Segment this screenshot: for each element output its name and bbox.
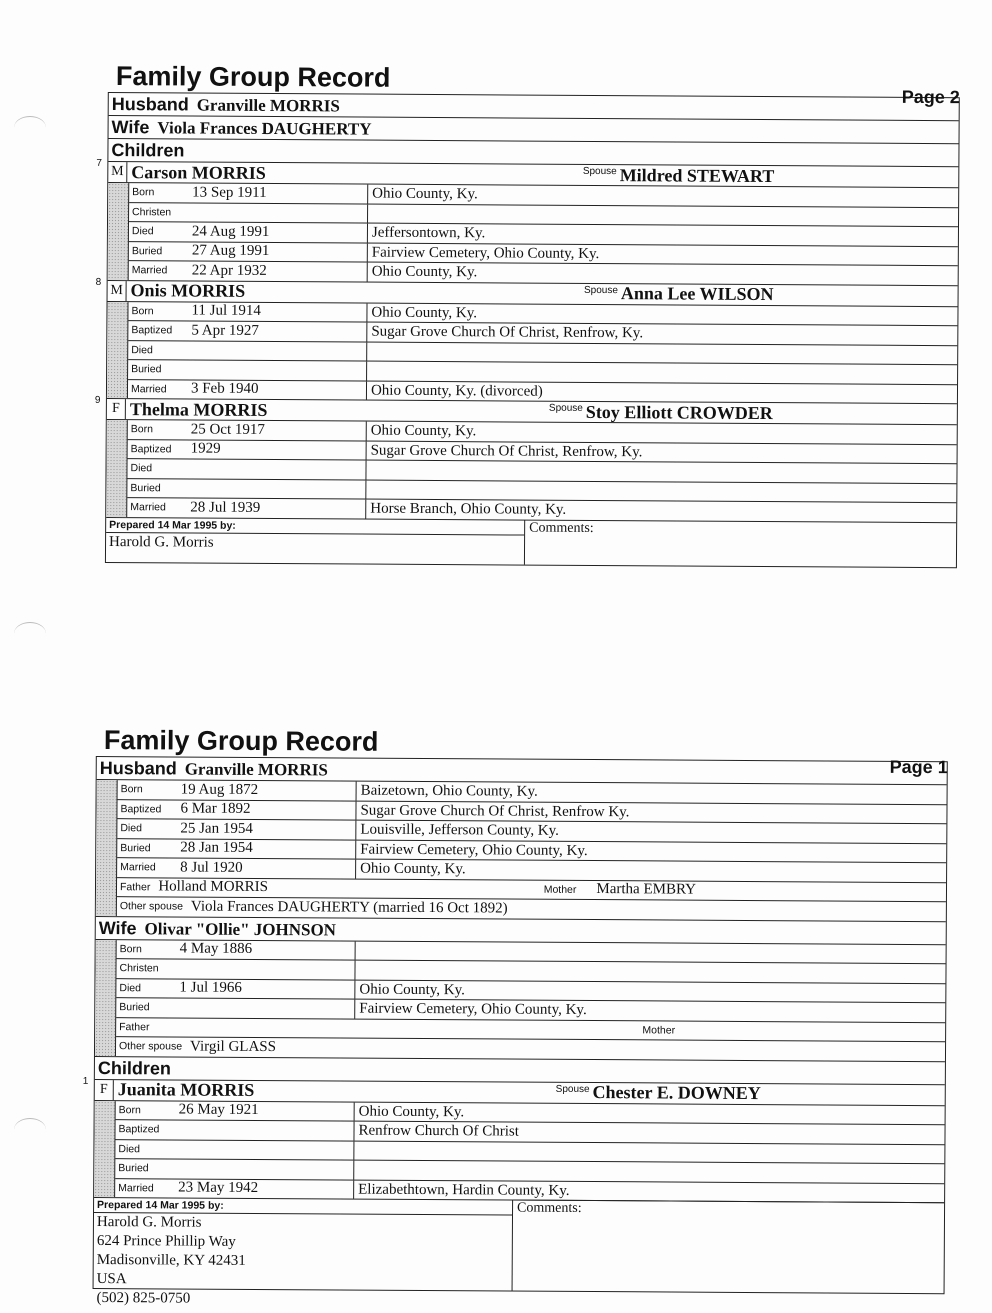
event-date-cell — [129, 183, 368, 203]
event-place — [354, 1141, 358, 1160]
event-date-cell — [128, 360, 367, 380]
other-spouse-label: Other spouse — [119, 900, 183, 913]
event-date: 8 Jul 1920 — [180, 859, 243, 876]
record-frame — [82, 756, 948, 1307]
spouse-cell — [511, 164, 958, 188]
preparer-line: (502) 825-0750 — [96, 1290, 191, 1307]
page-number: Page 1 — [889, 756, 948, 778]
comments-box — [513, 1199, 945, 1293]
event-label: Married — [131, 264, 168, 277]
child-event-list — [128, 302, 958, 404]
mother-name: Martha EMBRY — [596, 881, 697, 898]
family-group-record-page-1 — [82, 724, 948, 1307]
preparer-line: USA — [96, 1271, 127, 1288]
wife-events — [95, 940, 946, 1062]
event-date-cell — [117, 858, 356, 878]
event-date: 11 Jul 1914 — [191, 302, 261, 320]
event-place: Jeffersontown, Ky. — [371, 224, 486, 242]
shaded-margin — [107, 302, 129, 399]
husband-name: Granville MORRIS — [196, 95, 340, 116]
event-date-cell — [115, 1120, 354, 1140]
event-label: Buried — [120, 841, 151, 855]
child-block — [96, 157, 959, 286]
child-events — [94, 1100, 945, 1202]
event-label: Buried — [119, 1001, 150, 1014]
event-place: Sugar Grove Church Of Christ, Renfrow Ky. — [360, 802, 630, 820]
event-date-cell — [117, 800, 356, 820]
event-date-cell — [127, 459, 366, 479]
event-label: Born — [130, 423, 153, 436]
event-date-cell — [117, 819, 356, 839]
event-row — [115, 1179, 944, 1203]
event-date-cell — [116, 979, 355, 999]
event-place — [366, 480, 370, 499]
event-place — [355, 961, 359, 980]
event-date-cell — [129, 242, 368, 262]
comments-box — [525, 520, 956, 567]
other-spouse-name: Virgil GLASS — [190, 1038, 277, 1055]
event-place: Ohio County, Ky. — [360, 860, 466, 878]
event-place: Ohio County, Ky. — [359, 981, 465, 998]
child-event-list — [129, 183, 959, 285]
child-number: 1 — [82, 1075, 89, 1087]
comments-label: Comments: — [529, 520, 594, 536]
event-date: 22 Apr 1932 — [191, 262, 267, 279]
child-event-list — [127, 420, 957, 522]
other-spouse-label: Other spouse — [118, 1040, 183, 1053]
event-date-cell — [129, 261, 368, 281]
event-place — [368, 204, 372, 223]
child-block — [95, 276, 958, 405]
event-date-cell — [127, 498, 366, 518]
event-date: 24 Aug 1991 — [191, 223, 270, 240]
event-label: Buried — [118, 1162, 149, 1175]
event-label: Buried — [130, 481, 161, 495]
event-date: 1929 — [190, 440, 221, 457]
event-date: 28 Jul 1939 — [190, 499, 261, 516]
event-date-cell — [128, 420, 367, 440]
child-sex: F — [107, 399, 126, 419]
event-place: Ohio County, Ky. — [371, 263, 478, 281]
event-date-cell — [128, 341, 367, 361]
event-date: 23 May 1942 — [178, 1179, 259, 1197]
record-title: Family Group Record — [115, 61, 391, 93]
event-date: 26 May 1921 — [178, 1101, 259, 1119]
event-date-cell — [127, 479, 366, 499]
event-label: Baptized — [130, 442, 172, 456]
event-date-cell — [129, 222, 368, 242]
father-label: Father — [119, 1020, 150, 1034]
shaded-margin — [95, 940, 117, 1056]
event-label: Born — [120, 783, 143, 796]
event-date-cell — [117, 839, 356, 859]
spouse-cell — [511, 282, 958, 306]
event-date: 3 Feb 1940 — [190, 380, 259, 398]
preparer-line: Harold G. Morris — [96, 1214, 202, 1231]
husband-events — [96, 780, 947, 922]
event-place — [366, 461, 370, 480]
wife-name: Olivar "Ollie" JOHNSON — [144, 918, 337, 939]
prepared-label: Prepared 14 Mar 1995 by: — [94, 1198, 512, 1216]
binder-hole-mark — [14, 116, 46, 139]
mother-label: Mother — [642, 1024, 676, 1037]
prepared-by-box — [106, 517, 525, 564]
prepared-label: Prepared 14 Mar 1995 by: — [106, 517, 524, 535]
child-name: Onis MORRIS — [130, 280, 246, 301]
wife-label: Wife — [98, 917, 137, 938]
shaded-margin — [108, 183, 130, 280]
event-place — [356, 941, 360, 960]
event-label: Born — [131, 304, 154, 318]
child-block — [94, 394, 957, 523]
event-date: 19 Aug 1872 — [180, 781, 259, 798]
child-event-list — [115, 1101, 945, 1203]
child-block — [82, 1075, 945, 1203]
prepared-section — [94, 1198, 945, 1307]
event-date-cell — [116, 959, 355, 979]
father-name: Holland MORRIS — [158, 878, 269, 896]
spouse-name: Stoy Elliott CROWDER — [585, 401, 773, 423]
binder-hole-mark — [14, 1118, 46, 1141]
event-place: Elizabethtown, Hardin County, Ky. — [358, 1181, 570, 1199]
father-label: Father — [119, 880, 151, 894]
event-row — [127, 498, 956, 522]
event-label: Born — [119, 942, 142, 956]
event-date: 25 Jan 1954 — [180, 820, 253, 837]
event-label: Married — [130, 501, 166, 514]
event-label: Christen — [119, 962, 159, 975]
event-date-cell — [115, 1179, 354, 1199]
event-label: Baptized — [118, 1123, 160, 1136]
binder-hole-mark — [14, 622, 46, 645]
wife-event-list — [116, 940, 946, 1061]
spouse-label: Spouse — [555, 1083, 590, 1095]
children-label: Children — [111, 140, 185, 161]
event-date-cell — [129, 203, 368, 223]
children-list — [94, 157, 958, 523]
shaded-margin — [96, 780, 118, 916]
event-date-cell — [115, 1140, 354, 1160]
event-label: Buried — [131, 244, 163, 258]
spouse-name: Chester E. DOWNEY — [592, 1082, 761, 1104]
spouse-label: Spouse — [583, 284, 618, 296]
event-label: Christen — [132, 205, 172, 219]
event-label: Buried — [131, 363, 162, 376]
event-label: Died — [131, 225, 154, 238]
event-date-cell — [117, 940, 356, 960]
children-label: Children — [97, 1057, 171, 1078]
children-list — [82, 1075, 945, 1203]
event-place: Ohio County, Ky. — [358, 1103, 465, 1120]
wife-label: Wife — [111, 117, 150, 138]
event-place: Renfrow Church Of Christ — [358, 1122, 519, 1140]
child-sex: F — [95, 1079, 114, 1099]
child-events — [107, 302, 958, 404]
child-number: 7 — [96, 157, 102, 169]
event-date: 27 Aug 1991 — [191, 242, 270, 260]
event-label: Born — [118, 1103, 141, 1117]
event-place: Sugar Grove Church Of Christ, Renfrow, Ky. — [370, 442, 643, 460]
event-date: 6 Mar 1892 — [180, 800, 251, 818]
event-place: Fairview Cemetery, Ohio County, Ky. — [371, 244, 600, 262]
event-label: Baptized — [131, 324, 173, 337]
event-label: Died — [118, 1142, 141, 1156]
event-place: Fairview Cemetery, Ohio County, Ky. — [360, 841, 588, 859]
event-date: 5 Apr 1927 — [191, 322, 259, 339]
event-place: Ohio County, Ky. — [372, 185, 478, 203]
page-number: Page 2 — [901, 86, 960, 108]
event-label: Died — [120, 822, 143, 835]
event-label: Married — [118, 1181, 154, 1195]
event-date-cell — [128, 380, 367, 400]
event-date-cell — [128, 321, 367, 341]
event-place: Ohio County, Ky. — [371, 304, 478, 321]
event-place — [354, 1161, 358, 1180]
preparer-line: Harold G. Morris — [109, 533, 214, 551]
record-frame — [94, 92, 960, 568]
husband-label: Husband — [99, 758, 177, 779]
event-date-cell — [128, 302, 367, 322]
event-place: Horse Branch, Ohio County, Ky. — [370, 500, 567, 518]
event-date: 28 Jan 1954 — [180, 839, 253, 857]
wife-name: Viola Frances DAUGHERTY — [157, 118, 372, 139]
preparer-line: 624 Prince Phillip Way — [96, 1233, 236, 1250]
event-date-cell — [115, 1159, 354, 1179]
event-place: Louisville, Jefferson County, Ky. — [360, 821, 559, 839]
spouse-cell — [498, 1081, 945, 1105]
event-place — [367, 342, 371, 361]
event-date-cell — [116, 1101, 355, 1121]
event-label: Died — [130, 462, 153, 475]
prepared-by-box — [94, 1198, 514, 1307]
child-sex: M — [108, 281, 127, 301]
event-date: 1 Jul 1966 — [179, 979, 242, 997]
event-date: 13 Sep 1911 — [192, 184, 267, 201]
spouse-name: Anna Lee WILSON — [620, 283, 774, 305]
family-group-record-page-2 — [94, 60, 960, 568]
record-title: Family Group Record — [103, 725, 379, 757]
child-name: Juanita MORRIS — [117, 1079, 255, 1100]
prepared-section — [106, 517, 956, 566]
child-sex: M — [108, 162, 127, 182]
spouse-name: Mildred STEWART — [619, 164, 775, 186]
child-name: Carson MORRIS — [131, 161, 266, 183]
husband-name: Granville MORRIS — [184, 759, 328, 780]
preparer-line: Madisonville, KY 42431 — [96, 1252, 246, 1269]
other-spouse-name: Viola Frances DAUGHERTY (married 16 Oct 1892) — [190, 898, 508, 917]
event-label: Married — [120, 861, 156, 874]
event-label: Died — [131, 343, 153, 357]
event-label: Born — [132, 186, 155, 199]
event-place: Baizetown, Ohio County, Ky. — [360, 782, 538, 800]
child-events — [106, 420, 957, 522]
shaded-margin — [94, 1100, 116, 1197]
child-name: Thelma MORRIS — [129, 398, 268, 420]
shaded-margin — [106, 420, 128, 517]
event-label: Baptized — [120, 802, 162, 816]
spouse-cell — [510, 401, 957, 425]
event-place: Fairview Cemetery, Ohio County, Ky. — [359, 1000, 587, 1019]
event-date: 25 Oct 1917 — [190, 421, 265, 438]
husband-label: Husband — [111, 94, 189, 115]
event-date-cell — [128, 440, 367, 460]
event-label: Died — [119, 981, 142, 995]
child-events — [108, 183, 959, 285]
event-date-cell — [118, 780, 357, 800]
child-number: 8 — [95, 276, 102, 288]
mother-label: Mother — [543, 883, 577, 896]
event-place — [367, 362, 371, 381]
event-label: Married — [130, 382, 167, 396]
spouse-label: Spouse — [582, 166, 617, 178]
child-number: 9 — [94, 394, 101, 406]
event-date: 4 May 1886 — [179, 940, 253, 958]
event-place: Ohio County, Ky. — [370, 422, 477, 440]
event-place: Ohio County, Ky. (divorced) — [370, 382, 543, 400]
event-place: Sugar Grove Church Of Christ, Renfrow, Ky. — [371, 323, 644, 342]
spouse-label: Spouse — [548, 402, 583, 415]
comments-label: Comments: — [517, 1200, 582, 1216]
event-date-cell — [116, 998, 355, 1018]
husband-event-list — [117, 780, 947, 921]
